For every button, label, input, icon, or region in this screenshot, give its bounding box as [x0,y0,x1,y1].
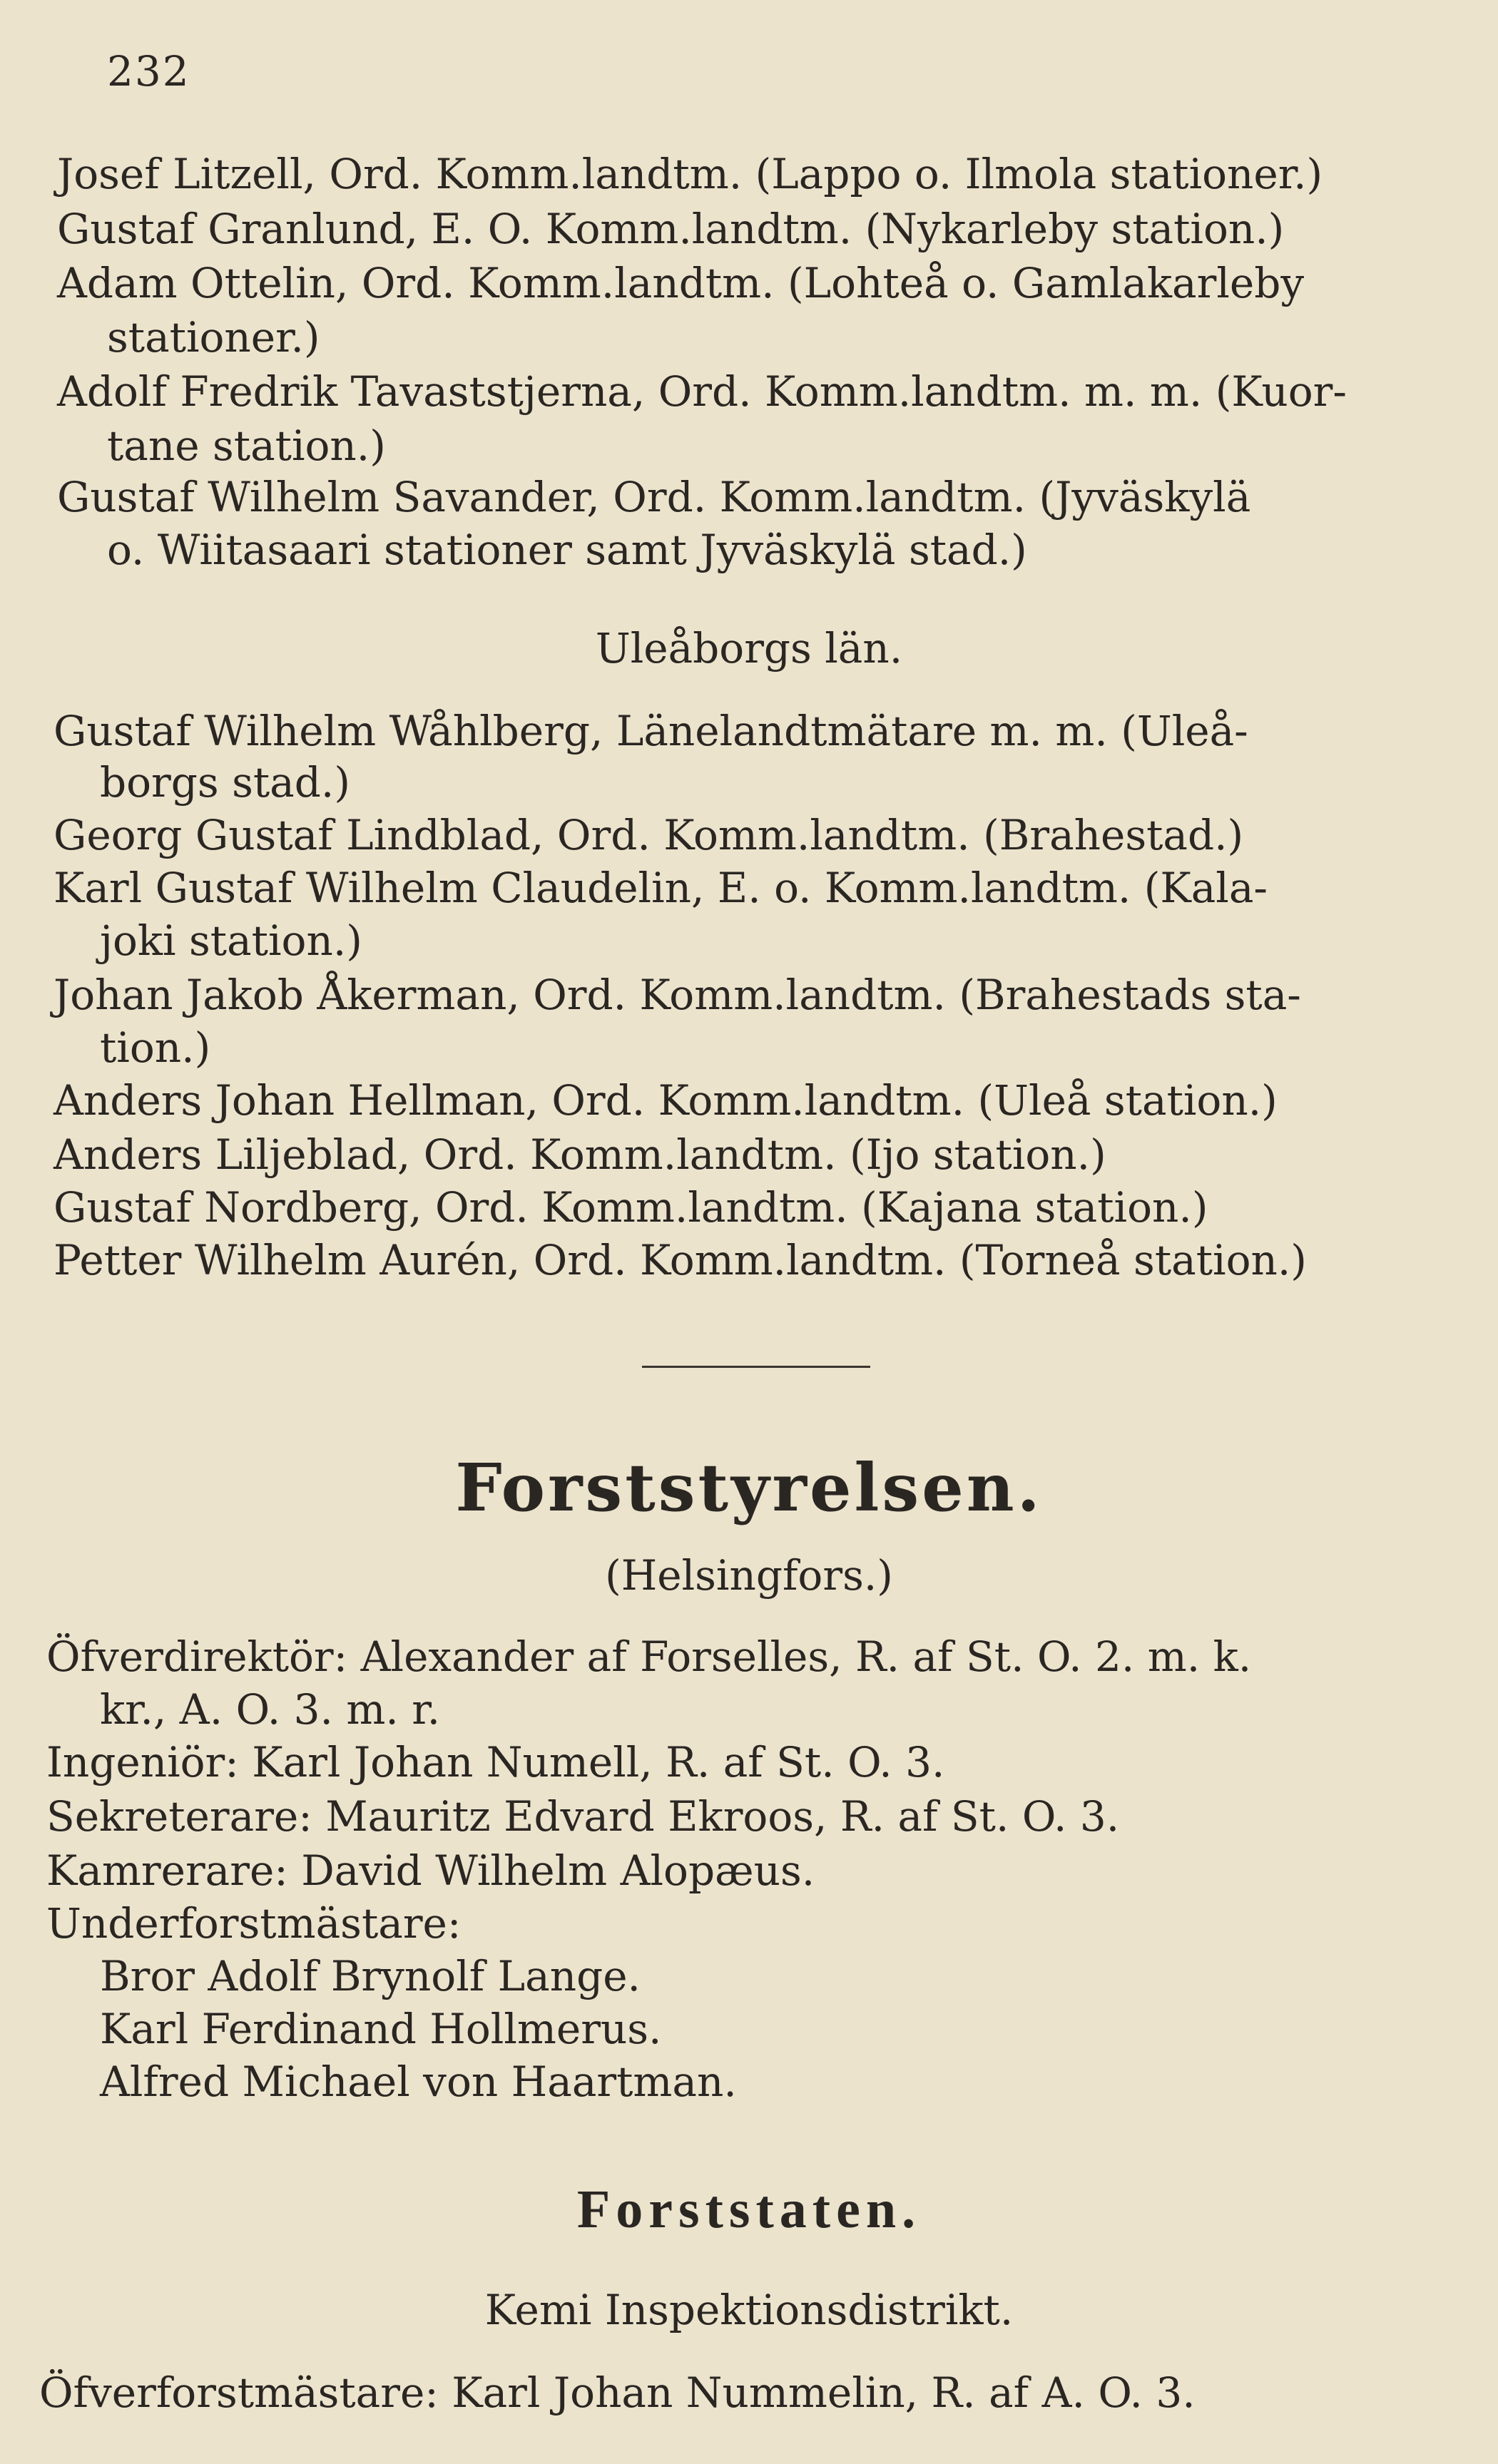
page-number: 232 [107,47,190,96]
entry-line: Sekreterare: Mauritz Edvard Ekroos, R. af St. O. 3. [46,1792,1120,1841]
entry-line: Johan Jakob Åkerman, Ord. Komm.landtm. (Brahestads sta- [54,971,1301,1019]
entry-line: Adolf Fredrik Tavaststjerna, Ord. Komm.landtm. m. m. (Kuor- [57,367,1347,416]
section-heading-forststyrelsen: Forststyrelsen. [455,1449,1043,1526]
entry-line: Adam Ottelin, Ord. Komm.landtm. (Lohteå o. Gamlakarleby [57,259,1305,307]
entry-line-continuation: kr., A. O. 3. m. r. [100,1685,441,1734]
entry-line: Öfverdirektör: Alexander af Forselles, R. af St. O. 2. m. k. [46,1632,1252,1681]
entry-line: Underforstmästare: [46,1899,462,1948]
entry-line-continuation: joki station.) [100,916,362,965]
entry-line: Petter Wilhelm Aurén, Ord. Komm.landtm. (Torneå station.) [54,1236,1307,1284]
entry-line-continuation: stationer.) [107,313,320,362]
entry-line-continuation: borgs stad.) [100,758,350,807]
section-subheading-district: Kemi Inspektionsdistrikt. [484,2286,1014,2334]
entry-line-continuation: tion.) [100,1023,211,1072]
entry-line-indented: Karl Ferdinand Hollmerus. [100,2005,662,2053]
entry-line: Gustaf Wilhelm Savander, Ord. Komm.landtm. (Jyväskylä [57,473,1251,521]
entry-line: Gustaf Granlund, E. O. Komm.landtm. (Nykarleby station.) [57,205,1285,253]
section-subheading-location: (Helsingfors.) [605,1551,893,1600]
section-divider [642,1366,870,1368]
entry-line: Kamrerare: David Wilhelm Alopæus. [46,1846,815,1895]
section-heading-forststaten: Forststaten. [576,2179,922,2239]
entry-line: Josef Litzell, Ord. Komm.landtm. (Lappo o. Ilmola stationer.) [57,150,1323,198]
entry-line: Gustaf Nordberg, Ord. Komm.landtm. (Kajana station.) [54,1183,1208,1232]
section-heading-uleaborg: Uleåborgs län. [595,624,903,673]
entry-line: Georg Gustaf Lindblad, Ord. Komm.landtm. (Brahestad.) [54,811,1244,859]
entry-line: Öfverforstmästare: Karl Johan Nummelin, R. af A. O. 3. [39,2368,1196,2417]
entry-line-continuation: o. Wiitasaari stationer samt Jyväskylä stad.) [107,526,1027,574]
entry-line: Ingeniör: Karl Johan Numell, R. af St. O. 3. [46,1738,945,1786]
entry-line-indented: Bror Adolf Brynolf Lange. [100,1952,641,2000]
entry-line-continuation: tane station.) [107,421,386,470]
entry-line: Karl Gustaf Wilhelm Claudelin, E. o. Komm.landtm. (Kala- [54,864,1268,912]
entry-line: Gustaf Wilhelm Wåhlberg, Länelandtmätare m. m. (Uleå- [54,707,1248,755]
entry-line: Anders Johan Hellman, Ord. Komm.landtm. (Uleå station.) [54,1076,1278,1125]
entry-line-indented: Alfred Michael von Haartman. [100,2057,737,2106]
entry-line: Anders Liljeblad, Ord. Komm.landtm. (Ijo station.) [54,1130,1106,1179]
